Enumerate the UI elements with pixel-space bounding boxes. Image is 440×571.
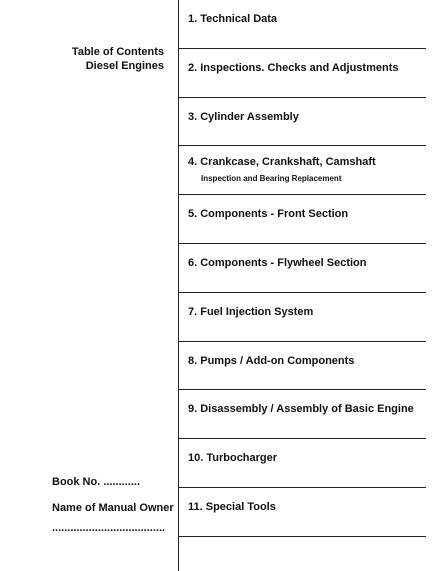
- section-item[interactable]: [179, 439, 426, 488]
- section-item[interactable]: [179, 488, 426, 537]
- owner-label: Name of Manual Owner: [52, 502, 174, 514]
- section-label: 2. Inspections. Checks and Adjustments: [188, 61, 399, 74]
- left-panel: [0, 0, 178, 571]
- section-sublabel: Inspection and Bearing Replacement: [201, 174, 342, 184]
- section-item[interactable]: [179, 49, 426, 98]
- book-number: Book No. ............: [52, 476, 141, 488]
- section-item[interactable]: [179, 98, 426, 147]
- section-item[interactable]: [179, 195, 426, 244]
- owner-dotted-line: .....................................: [52, 522, 166, 534]
- section-label: 10. Turbocharger: [188, 452, 278, 465]
- section-label: 3. Cylinder Assembly: [188, 110, 299, 123]
- section-label: 1. Technical Data: [188, 13, 278, 25]
- section-label: 4. Crankcase, Crankshaft, Camshaft: [188, 156, 376, 169]
- section-label: 9. Disassembly / Assembly of Basic Engine: [188, 403, 414, 416]
- section-label: 7. Fuel Injection System: [188, 305, 314, 318]
- section-item[interactable]: [179, 146, 426, 195]
- section-label: 5. Components - Front Section: [188, 208, 349, 221]
- section-label: 8. Pumps / Add-on Components: [188, 354, 355, 367]
- section-item[interactable]: [179, 293, 426, 342]
- toc-title-line2: Diesel Engines: [85, 60, 164, 72]
- toc-title-line1: Table of Contents: [71, 46, 164, 58]
- section-item[interactable]: [179, 0, 426, 49]
- section-list: [179, 0, 426, 537]
- section-item[interactable]: [179, 390, 426, 439]
- toc-title: [0, 45, 164, 73]
- section-label: 6. Components - Flywheel Section: [188, 256, 367, 269]
- section-item[interactable]: [179, 244, 426, 293]
- section-item[interactable]: [179, 342, 426, 391]
- section-label: 11. Special Tools: [188, 500, 276, 513]
